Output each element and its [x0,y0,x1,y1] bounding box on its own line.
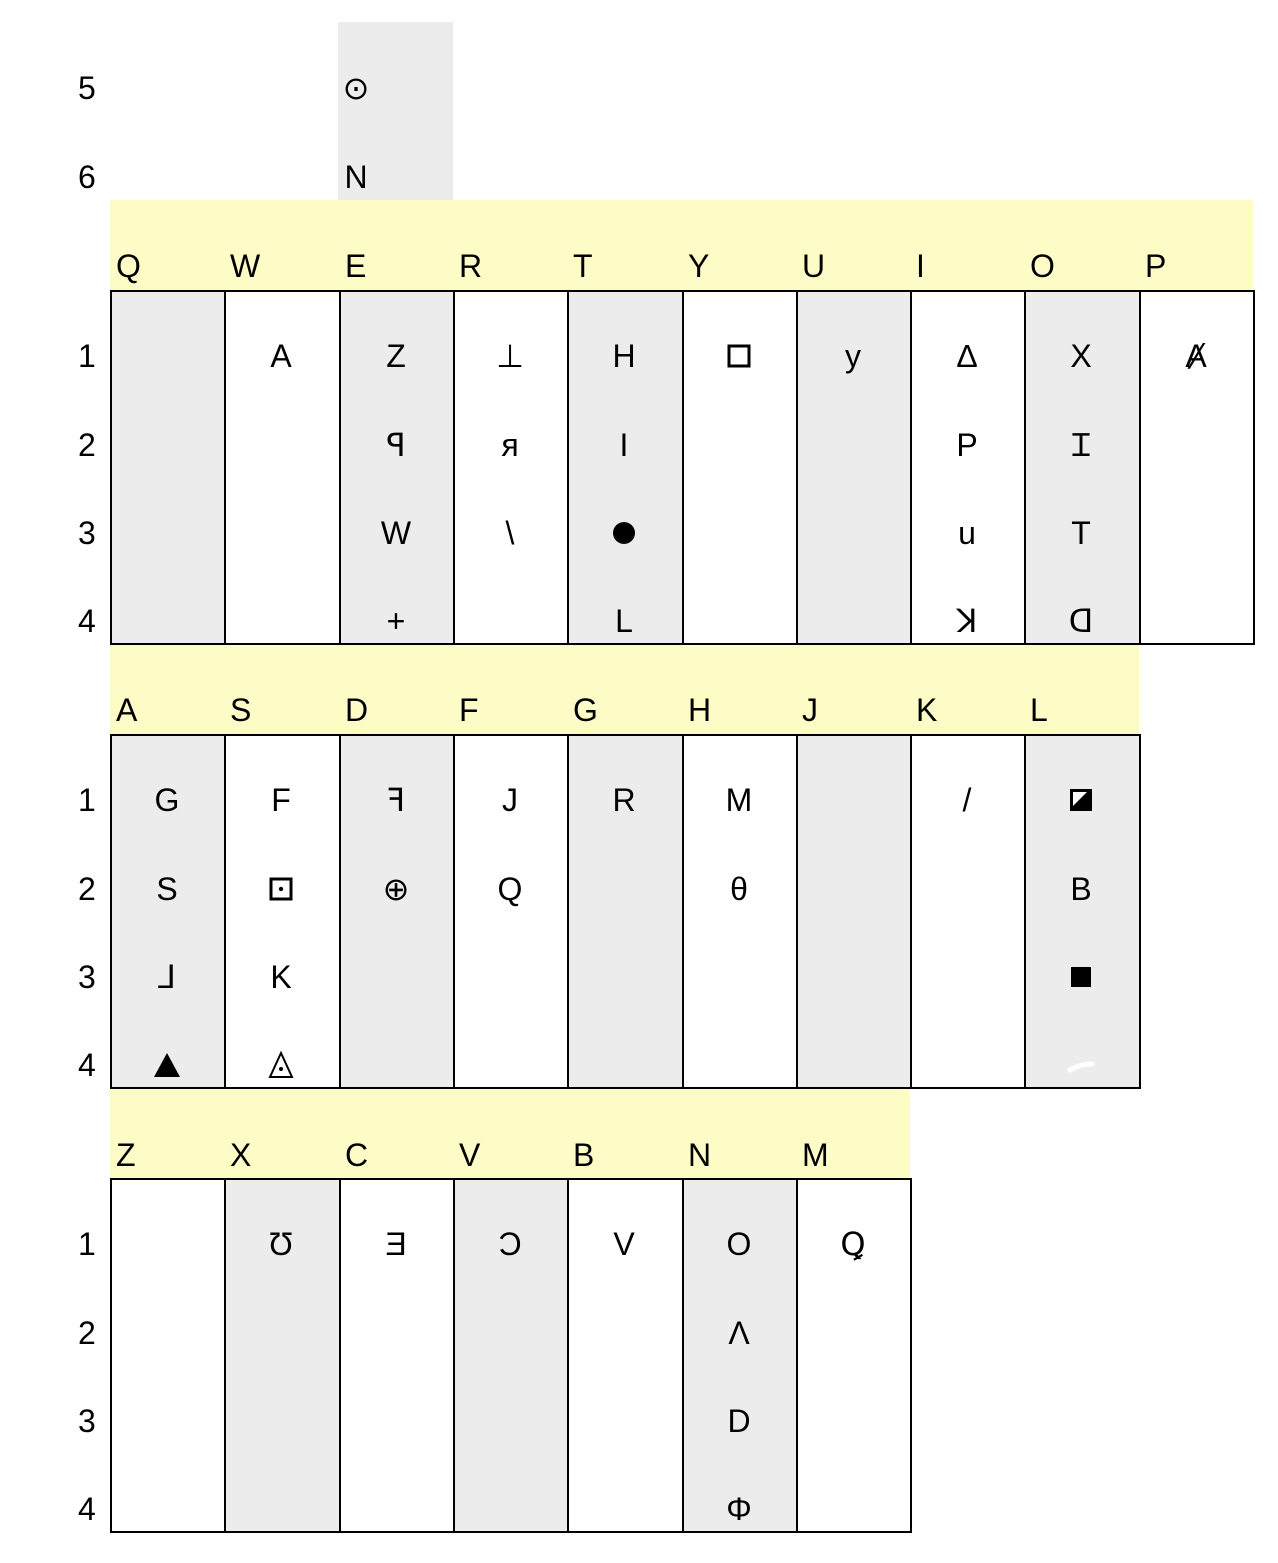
glyph-i-1: ∆ [957,338,977,374]
key-label-y: Y [688,248,710,284]
glyph-i-2: P [956,427,978,463]
header-band-home-row [110,645,1139,734]
glyph-e-3: W [380,515,412,551]
key-label-r: R [459,248,483,284]
key-column-j [796,734,912,1089]
key-label-q: Q [116,248,141,284]
glyph-v-1: Ɔ [498,1226,522,1262]
filled-square-icon [1024,957,1138,997]
glyph-i-3: u [958,515,976,551]
glyph-r-2: ᴙ [501,427,519,463]
key-label-s: S [230,692,252,728]
glyph-o-1: X [1070,338,1092,374]
dotted-square-icon [224,869,338,909]
key-label-b: B [573,1137,595,1173]
key-label-c: C [345,1137,369,1173]
glyph-t-4: L [615,603,633,639]
extra-glyph: N [344,159,368,195]
glyph-k-1: / [962,782,972,818]
key-label-n: N [688,1137,712,1173]
glyph-h-2: θ [730,871,748,907]
key-label-o: O [1030,248,1055,284]
glyph-a-1: G [154,782,180,818]
glyph-u-1: y [845,338,861,374]
glyph-i-4: ꓘ [956,603,978,639]
white-stroke-icon [1024,1045,1138,1085]
row-number-3: 3 [78,1403,96,1439]
key-label-v: V [459,1137,481,1173]
glyph-e-2: ꟼ [386,427,406,463]
row-label-6: 6 [78,159,96,195]
glyph-r-1: ⊥ [496,338,524,374]
glyph-c-1: Ǝ [385,1226,407,1262]
row-number-2: 2 [78,1315,96,1351]
glyph-a-3: ⅃ [158,959,176,995]
glyph-f-1: J [502,782,518,818]
row-label-5: 5 [78,70,96,106]
key-label-d: D [345,692,369,728]
half-filled-square-icon [1024,780,1138,820]
glyph-s-1: F [271,782,291,818]
row-number-1: 1 [78,1226,96,1262]
key-label-w: W [230,248,261,284]
glyph-h-1: M [725,782,753,818]
dotted-triangle-icon [224,1045,338,1085]
glyph-b-1: V [613,1226,635,1262]
glyph-n-4: Φ [726,1491,752,1527]
key-label-f: F [459,692,479,728]
row-number-3: 3 [78,515,96,551]
glyph-e-4: + [386,603,406,639]
key-label-h: H [688,692,712,728]
key-label-l: L [1030,692,1048,728]
glyph-a-2: S [156,871,178,907]
row-number-4: 4 [78,603,96,639]
glyph-o-2: Ɪ [1072,427,1090,463]
key-label-m: M [802,1137,829,1173]
key-column-z [110,1178,226,1533]
glyph-f-2: Q [497,871,523,907]
row-number-1: 1 [78,782,96,818]
glyph-s-3: K [270,959,292,995]
key-label-k: K [916,692,938,728]
key-label-u: U [802,248,826,284]
row-number-1: 1 [78,338,96,374]
filled-triangle-icon [110,1045,224,1085]
glyph-n-1: O [726,1226,752,1262]
glyph-n-3: D [727,1403,751,1439]
glyph-o-4: ᗡ [1068,603,1094,639]
open-square-icon [682,336,796,376]
key-label-i: I [916,248,925,284]
glyph-l-2: B [1070,871,1092,907]
row-number-2: 2 [78,871,96,907]
glyph-n-2: Λ [728,1315,750,1351]
glyph-d-2: ⊕ [382,871,410,907]
key-label-g: G [573,692,598,728]
key-label-z: Z [116,1137,136,1173]
glyph-r-3: \ [505,515,515,551]
row-number-2: 2 [78,427,96,463]
key-label-t: T [573,248,593,284]
glyph-d-1: ꟻ [386,782,406,818]
glyph-t-2: I [619,427,629,463]
glyph-t-1: H [612,338,636,374]
key-column-q [110,290,226,645]
glyph-w-1: A [270,338,292,374]
key-label-a: A [116,692,138,728]
extra-glyph: ⊙ [342,70,370,106]
key-label-p: P [1145,248,1167,284]
filled-circle-icon [567,513,681,553]
key-label-e: E [345,248,367,284]
glyph-p-1: Ⱥ [1185,338,1207,374]
key-label-x: X [230,1137,252,1173]
glyph-e-1: Z [386,338,406,374]
glyph-g-1: R [612,782,636,818]
row-number-3: 3 [78,959,96,995]
row-number-4: 4 [78,1491,96,1527]
glyph-o-3: T [1071,515,1091,551]
key-label-j: J [802,692,818,728]
row-number-4: 4 [78,1047,96,1083]
glyph-x-1: Ʊ [269,1226,293,1262]
glyph-m-1: Ꝗ [840,1226,866,1262]
